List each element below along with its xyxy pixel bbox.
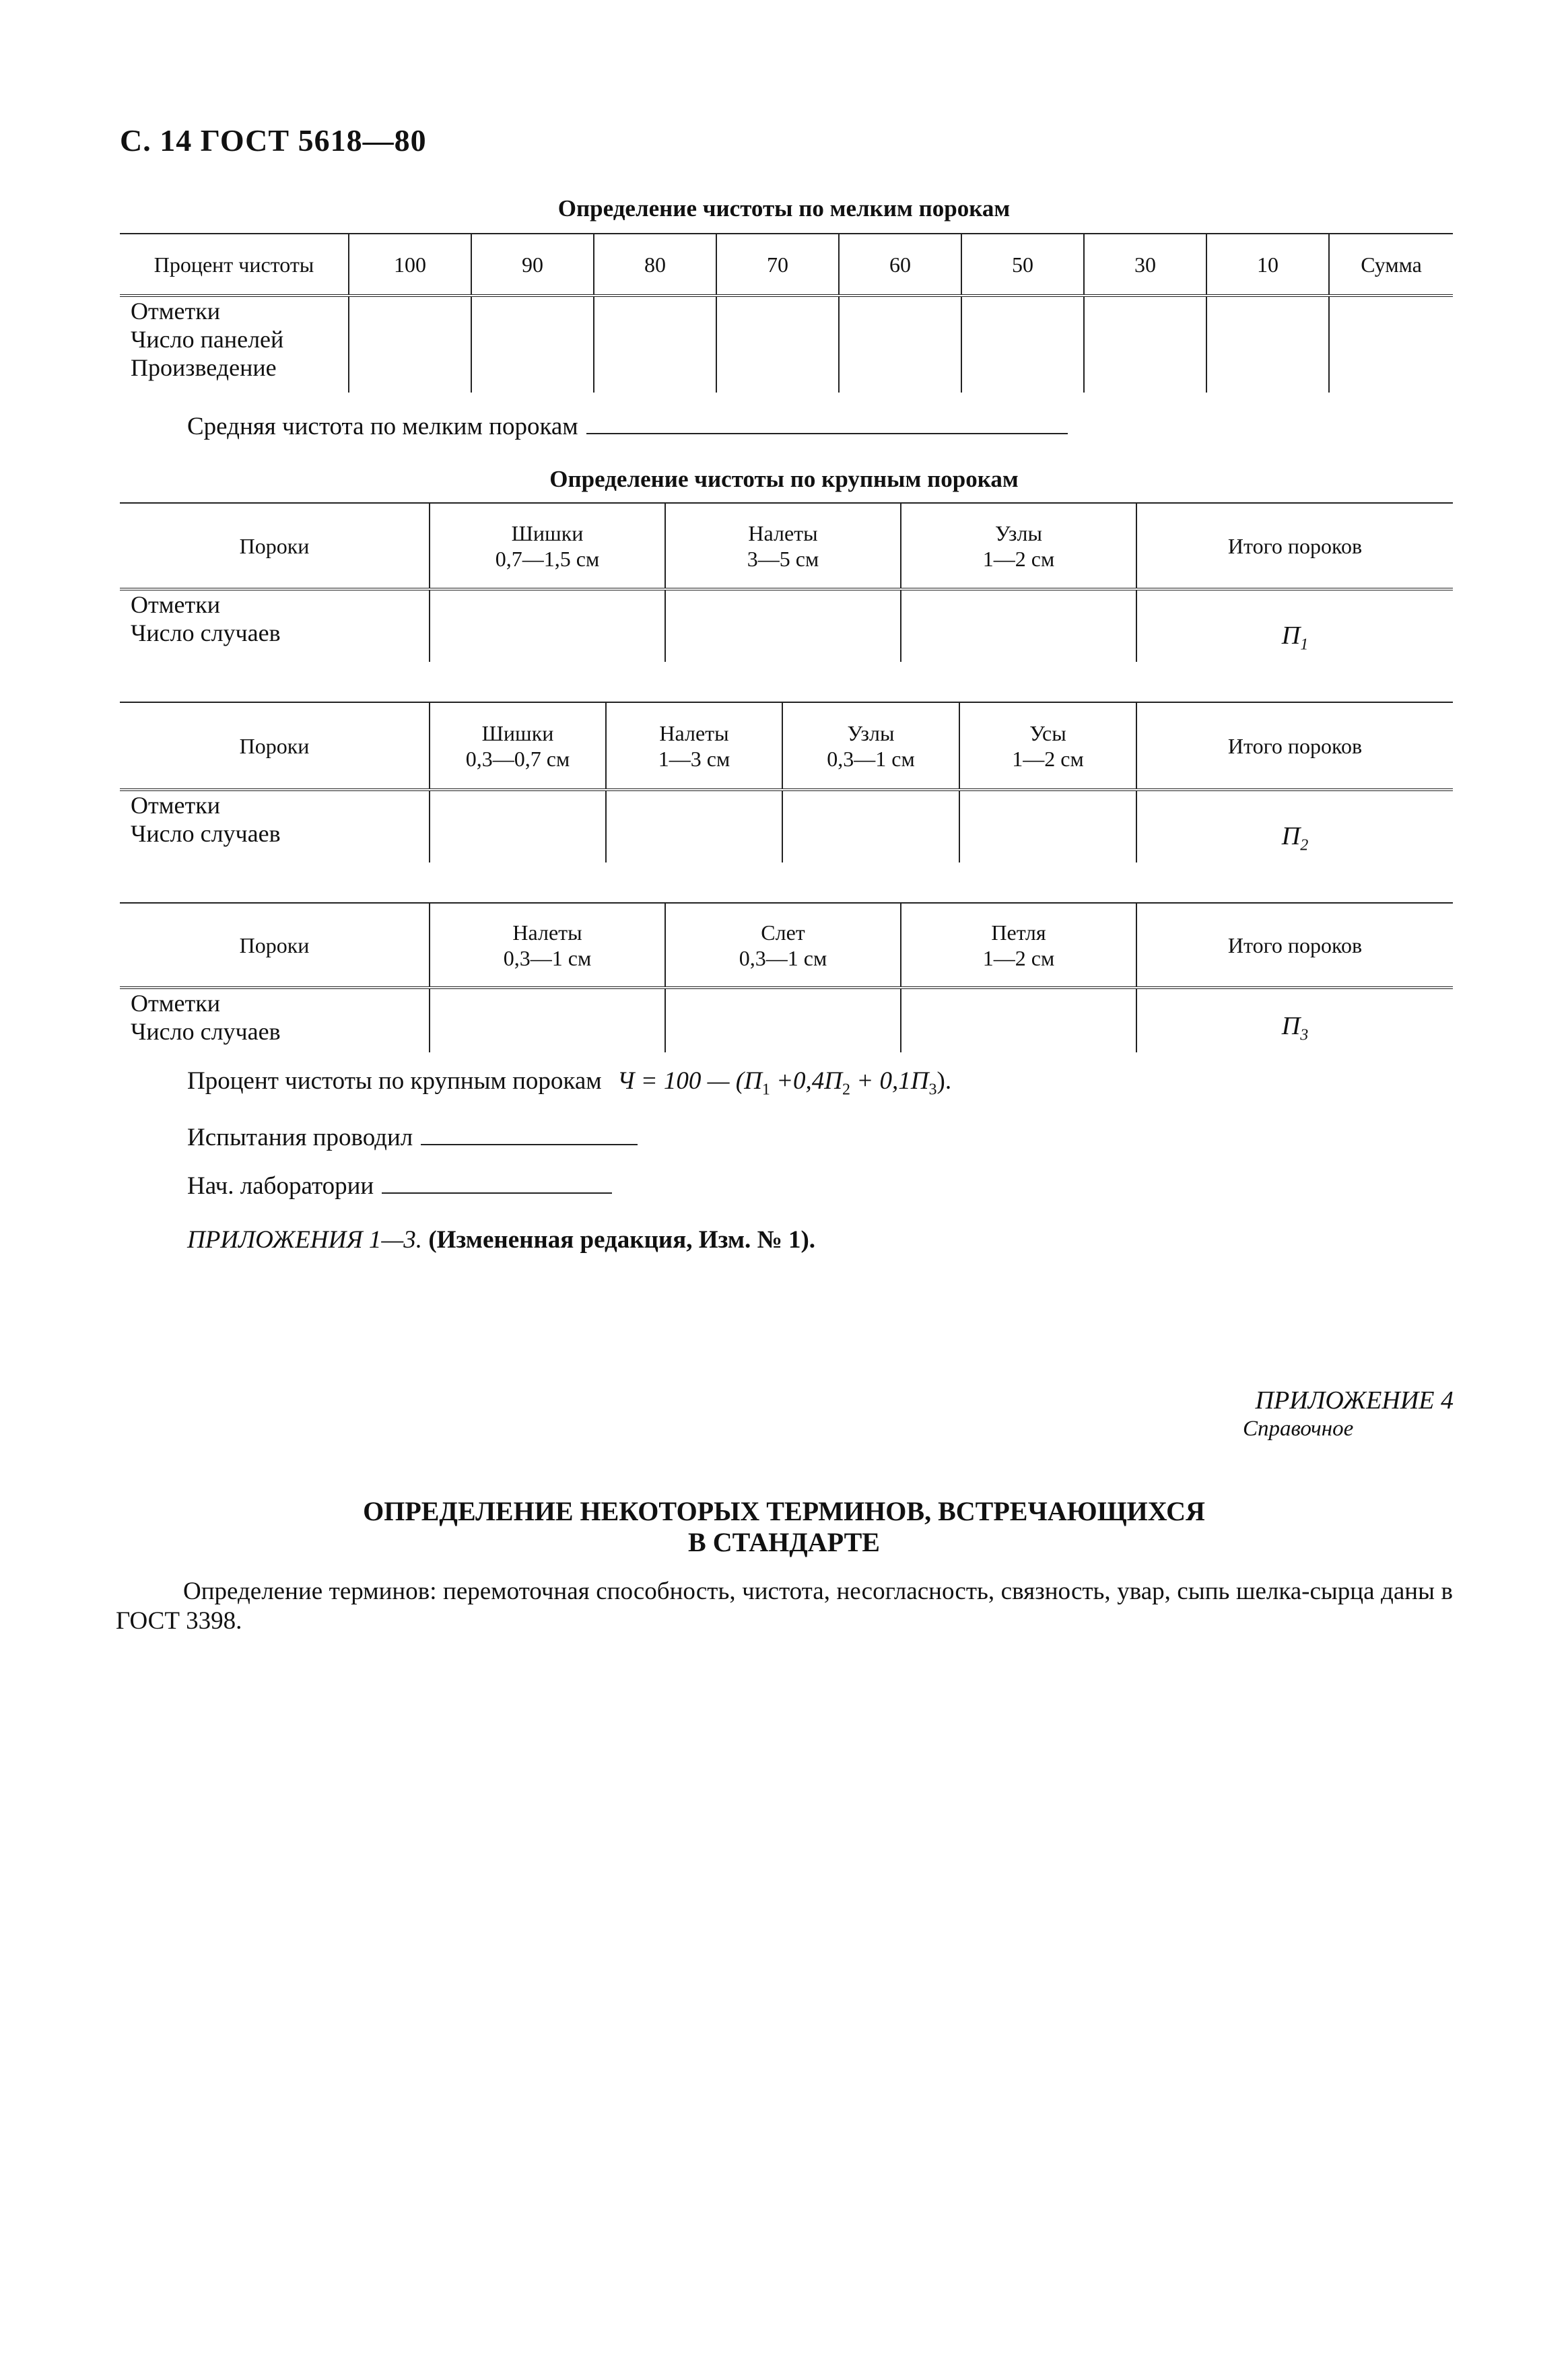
lab-head-label: Нач. лаборатории [187, 1172, 374, 1200]
note-bold: (Измененная редакция, Изм. № 1). [428, 1226, 816, 1254]
c2-col-knots [782, 702, 959, 790]
coarse-table-title: Определение чистоты по крупным порокам [549, 466, 1019, 492]
c2-whiskers-name: Усы [1029, 720, 1066, 745]
fine-cell [349, 296, 471, 393]
amendment-note [187, 1225, 815, 1254]
fine-cell [1084, 296, 1206, 393]
c2-lumps-name: Шишки [481, 720, 554, 745]
c1-col-coatings [665, 503, 901, 589]
fine-defects-table [120, 233, 1453, 393]
coarse-table-2 [120, 702, 1453, 862]
appendix-title [0, 1496, 1568, 1558]
col-80: 80 [594, 234, 716, 296]
c2-cell [606, 790, 782, 862]
c2-coatings-range: 1—3 см [658, 746, 730, 771]
c1-knots-range: 1—2 см [982, 546, 1055, 571]
c3-col-defects: Пороки [120, 903, 430, 988]
c2-coatings-name: Налеты [659, 720, 729, 745]
c3-col-coatings [430, 903, 665, 988]
col-50: 50 [961, 234, 1084, 296]
col-sum: Сумма [1329, 234, 1453, 296]
c1-cell [665, 589, 901, 662]
c1-knots-name: Узлы [995, 520, 1042, 545]
tested-by-blank [421, 1124, 638, 1145]
appendix-number: ПРИЛОЖЕНИЕ 4 [1255, 1386, 1454, 1415]
c2-col-lumps [430, 702, 606, 790]
c2-row-labels: Отметки Число случаев [131, 792, 281, 847]
formula-expression: Ч = 100 — $(П_1 +0,4П_2 + 0,1П_3)$. [617, 1067, 952, 1099]
c3-total-symbol: $П_3$ [1136, 988, 1453, 1052]
c2-col-defects: Пороки [120, 702, 430, 790]
c2-knots-name: Узлы [847, 720, 895, 745]
lab-head-line [187, 1172, 612, 1200]
fine-average-blank [586, 413, 1068, 434]
c2-col-whiskers [959, 702, 1136, 790]
c2-col-coatings [606, 702, 782, 790]
c2-cell [782, 790, 959, 862]
c2-cell [430, 790, 606, 862]
fine-cell [961, 296, 1084, 393]
appendix-paragraph: Определение терминов: перемоточная способность, чистота, несогласность, связность, увар, сыпь шелка-сырца даны в ГОСТ 3398. [116, 1578, 1453, 1635]
c3-cell [665, 988, 901, 1052]
col-70: 70 [716, 234, 839, 296]
tested-by-line [187, 1123, 638, 1152]
appendix-kind: Справочное [1243, 1417, 1354, 1441]
fine-row-labels: Отметки Число панелей Произведение [131, 298, 284, 381]
page-header: С. 14 ГОСТ 5618—80 [120, 123, 427, 158]
c3-loop-range: 1—2 см [982, 945, 1055, 970]
fine-cell [839, 296, 961, 393]
c1-total-symbol: $П_1$ [1136, 589, 1453, 662]
fine-average-line [187, 412, 1068, 441]
c3-coatings-range: 0,3—1 см [503, 945, 592, 970]
c1-lumps-range: 0,7—1,5 см [495, 546, 600, 571]
c2-lumps-range: 0,3—0,7 см [465, 746, 570, 771]
col-10: 10 [1206, 234, 1329, 296]
lab-head-blank [382, 1172, 612, 1194]
c2-whiskers-range: 1—2 см [1012, 746, 1084, 771]
c1-cell [430, 589, 665, 662]
fine-average-label: Средняя чистота по мелким порокам [187, 413, 578, 440]
c1-col-total: Итого пороков [1136, 503, 1453, 589]
c3-coatings-name: Налеты [512, 920, 582, 945]
c1-lumps-name: Шишки [511, 520, 584, 545]
c3-slet-name: Слет [761, 920, 805, 945]
c1-row-labels: Отметки Число случаев [131, 591, 281, 646]
c1-cell [901, 589, 1136, 662]
col-60: 60 [839, 234, 961, 296]
fine-cell [1329, 296, 1453, 393]
coarse-table-1 [120, 502, 1453, 662]
c3-col-slet [665, 903, 901, 988]
note-italic: ПРИЛОЖЕНИЯ 1—3. [187, 1226, 423, 1254]
c1-col-defects: Пороки [120, 503, 430, 589]
col-purity-percent: Процент чистоты [120, 234, 349, 296]
fine-cell [594, 296, 716, 393]
c3-cell [430, 988, 665, 1052]
appendix-title-line2: В СТАНДАРТЕ [688, 1527, 880, 1557]
c2-total-symbol: $П_2$ [1136, 790, 1453, 862]
c3-slet-range: 0,3—1 см [739, 945, 827, 970]
c2-knots-range: 0,3—1 см [827, 746, 915, 771]
col-30: 30 [1084, 234, 1206, 296]
c1-coatings-range: 3—5 см [747, 546, 819, 571]
c3-loop-name: Петля [991, 920, 1046, 945]
c3-cell [901, 988, 1136, 1052]
c2-cell [959, 790, 1136, 862]
coarse-table-3 [120, 902, 1453, 1052]
c1-coatings-name: Налеты [748, 520, 818, 545]
fine-table-title: Определение чистоты по мелким порокам [557, 195, 1011, 222]
c3-col-total: Итого пороков [1136, 903, 1453, 988]
c3-col-loop [901, 903, 1136, 988]
col-90: 90 [471, 234, 594, 296]
col-100: 100 [349, 234, 471, 296]
fine-cell [716, 296, 839, 393]
fine-cell [1206, 296, 1329, 393]
tested-by-label: Испытания проводил [187, 1124, 413, 1151]
c1-col-knots [901, 503, 1136, 589]
c1-col-lumps [430, 503, 665, 589]
c2-col-total: Итого пороков [1136, 702, 1453, 790]
c3-row-labels: Отметки Число случаев [131, 990, 281, 1045]
fine-cell [471, 296, 594, 393]
formula-label: Процент чистоты по крупным порокам [187, 1067, 602, 1095]
appendix-title-line1: ОПРЕДЕЛЕНИЕ НЕКОТОРЫХ ТЕРМИНОВ, ВСТРЕЧАЮЩИХСЯ [363, 1496, 1205, 1526]
purity-formula-line [187, 1066, 951, 1099]
